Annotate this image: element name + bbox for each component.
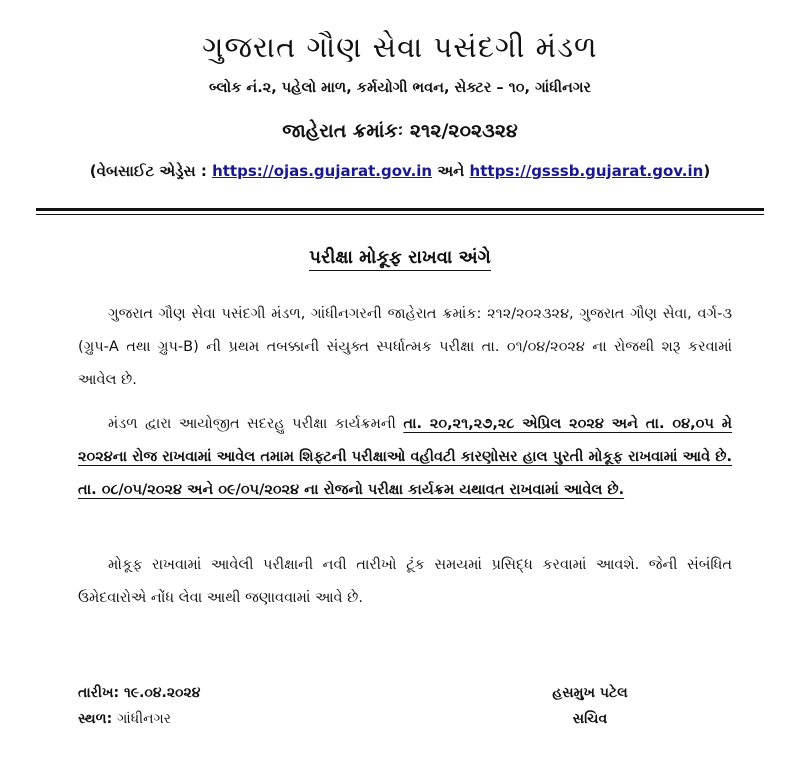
website-address-line bbox=[0, 162, 800, 180]
header-divider-thick bbox=[36, 208, 764, 211]
website-prefix: (વેબસાઈટ એડ્રેસ : bbox=[89, 162, 213, 180]
website-and: અને bbox=[432, 162, 470, 180]
paragraph-postponement-highlight: તા. ૨૦,૨૧,૨૭,૨૮ એપ્રિલ ૨૦૨૪ અને તા. ૦૪,૦૫ મે ૨૦૨૪ના રોજ રાખવામાં આવેલ તમામ શિફ્ટની પરીક્ષાઓ વહીવટી કારણોસર હાલ પુરતી મોકૂફ રાખવામાં આવે છે. તા. ૦૮/૦૫/૨૦૨૪ અને ૦૯/૦૫/૨૦૨૪ ના રોજનો પરીક્ષા કાર્યક્રમ યથાવત રાખવામાં આવેલ છે. bbox=[78, 416, 733, 498]
date-line bbox=[78, 680, 200, 706]
signatory-name: હસમુખ પટેલ bbox=[552, 685, 628, 701]
website-suffix: ) bbox=[703, 162, 711, 180]
advertisement-number: જાહેરાત ક્રમાંકઃ ૨૧૨/૨૦૨૩૨૪ bbox=[282, 120, 518, 142]
ojas-website-link[interactable]: https://ojas.gujarat.gov.in bbox=[212, 162, 433, 180]
date-value: ૧૯.૦૪.૨૦૨૪ bbox=[123, 685, 201, 701]
paragraph-postponement bbox=[78, 408, 732, 507]
gsssb-website-link[interactable]: https://gsssb.gujarat.gov.in bbox=[469, 162, 704, 180]
paragraph-closing: મોકૂફ રાખવામાં આવેલી પરીક્ષાની નવી તારીખો ટૂંક સમયમાં પ્રસિદ્ધ કરવામાં આવશે. જેની સંબંધિત ઉમેદવારોએ નોંધ લેવા આથી જણાવવામાં આવે છે. bbox=[78, 557, 732, 606]
header-divider-thin bbox=[36, 214, 764, 215]
footer-date-place bbox=[78, 680, 200, 732]
subject-text: પરીક્ષા મોકૂફ રાખવા અંગે bbox=[309, 247, 490, 271]
place-line bbox=[78, 706, 200, 732]
signatory-title: સચિવ bbox=[572, 711, 608, 727]
paragraph-intro: ગુજરાત ગૌણ સેવા પસંદગી મંડળ, ગાંધીનગરની જાહેરાત ક્રમાંક: ૨૧૨/૨૦૨૩૨૪, ગુજરાત ગૌણ સેવા, વર્ગ-૩ (ગ્રુપ-A તથા ગ્રુપ-B) ની પ્રથમ તબક્કાની સંયુક્ત સ્પર્ધાત્મક પરીક્ષા તા. ૦૧/૦૪/૨૦૨૪ ના રોજથી શરૂ કરવામાં આવેલ છે. bbox=[78, 306, 732, 388]
notice-subject bbox=[0, 247, 800, 271]
place-label: સ્થળ: bbox=[78, 711, 113, 727]
organization-address: બ્લોક નં.૨, પહેલો માળ, કર્મયોગી ભવન, સેક્ટર – ૧૦, ગાંધીનગર bbox=[209, 80, 591, 96]
paragraph-postponement-lead: મંડળ દ્વારા આયોજીત સદરહુ પરીક્ષા કાર્યક્રમની bbox=[108, 416, 404, 432]
place-value: ગાંધીનગર bbox=[117, 711, 172, 727]
date-label: તારીખ: bbox=[78, 685, 120, 701]
signatory-block bbox=[530, 680, 650, 732]
organization-name: ગુજરાત ગૌણ સેવા પસંદગી મંડળ bbox=[202, 30, 598, 64]
